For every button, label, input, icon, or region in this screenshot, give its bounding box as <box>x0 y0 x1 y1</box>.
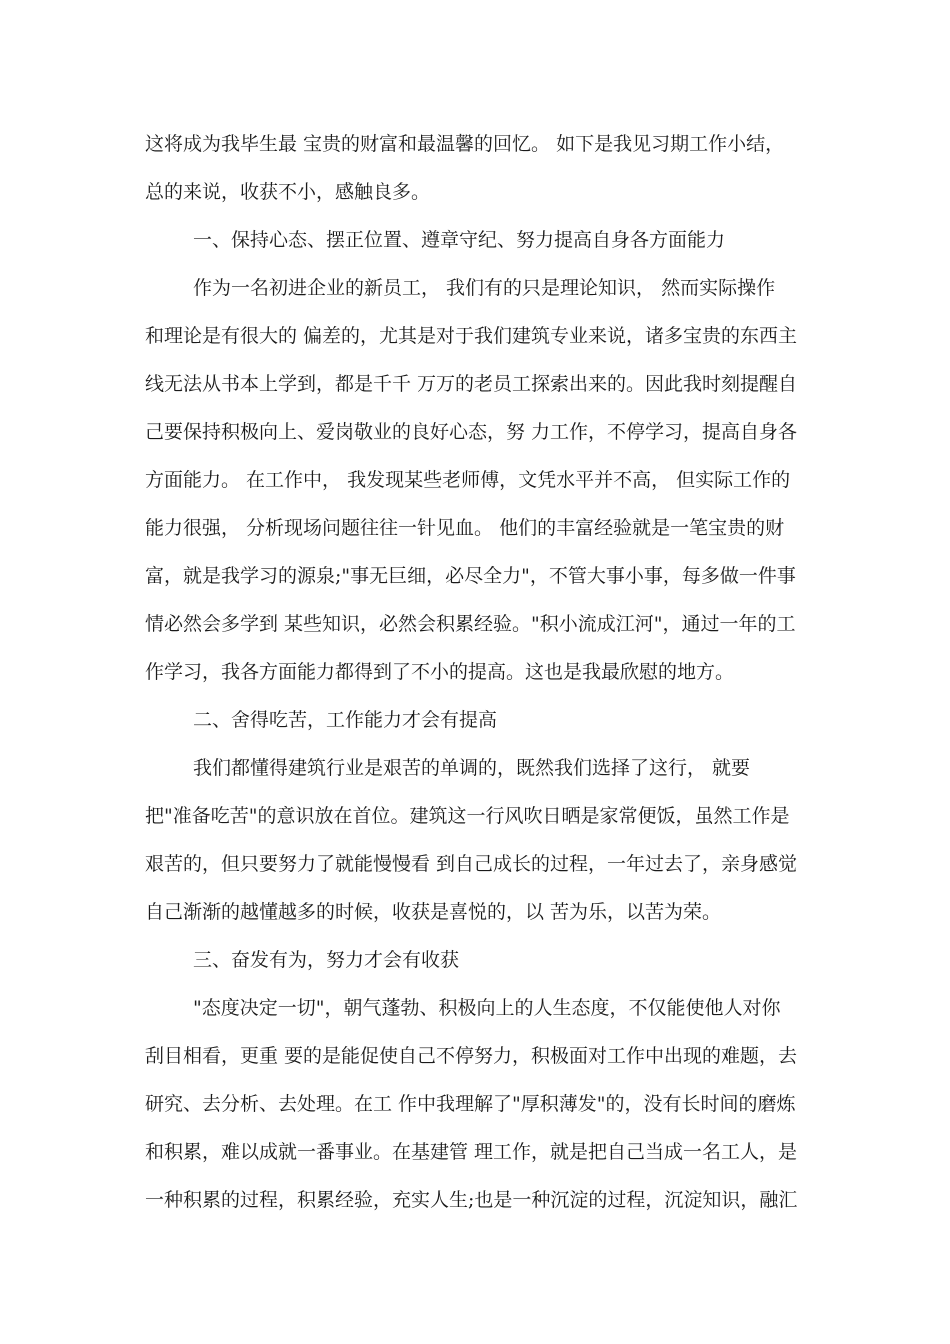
document-body <box>145 120 815 1224</box>
paragraph-first-line: 我们都懂得建筑行业是艰苦的单调的，既然我们选择了这行， 就要 <box>193 757 751 779</box>
paragraph-first-line: 三、奋发有为，努力才会有收获 <box>193 949 460 971</box>
text-line: 富，就是我学习的源泉;"事无巨细，必尽全力"，不管大事小事，每多做一件事 <box>145 565 796 587</box>
text-line: 方面能力。 在工作中， 我发现某些老师傅，文凭水平并不高， 但实际工作的 <box>145 469 791 491</box>
text-line: 和积累，难以成就一番事业。在基建管 理工作，就是把自己当成一名工人，是 <box>145 1141 798 1163</box>
text-line: 研究、去分析、去处理。在工 作中我理解了"厚积薄发"的，没有长时间的磨炼 <box>145 1093 796 1115</box>
text-line: 线无法从书本上学到，都是千千 万万的老员工探索出来的。因此我时刻提醒自 <box>145 373 798 395</box>
paragraph-first-line: 作为一名初进企业的新员工， 我们有的只是理论知识， 然而实际操作 <box>193 277 776 299</box>
text-line: 艰苦的，但只要努力了就能慢慢看 到自己成长的过程，一年过去了，亲身感觉 <box>145 853 798 875</box>
paragraph-first-line: 一、保持心态、摆正位置、遵章守纪、努力提高自身各方面能力 <box>193 229 726 251</box>
text-line: 能力很强， 分析现场问题往往一针见血。 他们的丰富经验就是一笔宝贵的财 <box>145 517 785 539</box>
text-line: 己要保持积极向上、爱岗敬业的良好心态，努 力工作，不停学习，提高自身各 <box>145 421 798 443</box>
text-line: 这将成为我毕生最 宝贵的财富和最温馨的回忆。 如下是我见习期工作小结， <box>145 133 785 155</box>
paragraph-first-line: 二、舍得吃苦，工作能力才会有提高 <box>193 709 498 731</box>
text-line: 总的来说，收获不小，感触良多。 <box>145 181 431 203</box>
text-line: 自己渐渐的越懂越多的时候，收获是喜悦的，以 苦为乐，以苦为荣。 <box>145 901 722 923</box>
text-line: 作学习，我各方面能力都得到了不小的提高。这也是我最欣慰的地方。 <box>145 661 735 683</box>
text-line: 把"准备吃苦"的意识放在首位。建筑这一行风吹日晒是家常便饭，虽然工作是 <box>145 805 790 827</box>
text-line: 一种积累的过程，积累经验，充实人生;也是一种沉淀的过程，沉淀知识，融汇 <box>145 1189 798 1211</box>
text-line: 刮目相看，更重 要的是能促使自己不停努力，积极面对工作中出现的难题，去 <box>145 1045 798 1067</box>
text-line: 和理论是有很大的 偏差的，尤其是对于我们建筑专业来说，诸多宝贵的东西主 <box>145 325 798 347</box>
paragraph-first-line: "态度决定一切"，朝气蓬勃、积极向上的人生态度，不仅能使他人对你 <box>193 997 781 1019</box>
text-line: 情必然会多学到 某些知识，必然会积累经验。"积小流成江河"，通过一年的工 <box>145 613 796 635</box>
